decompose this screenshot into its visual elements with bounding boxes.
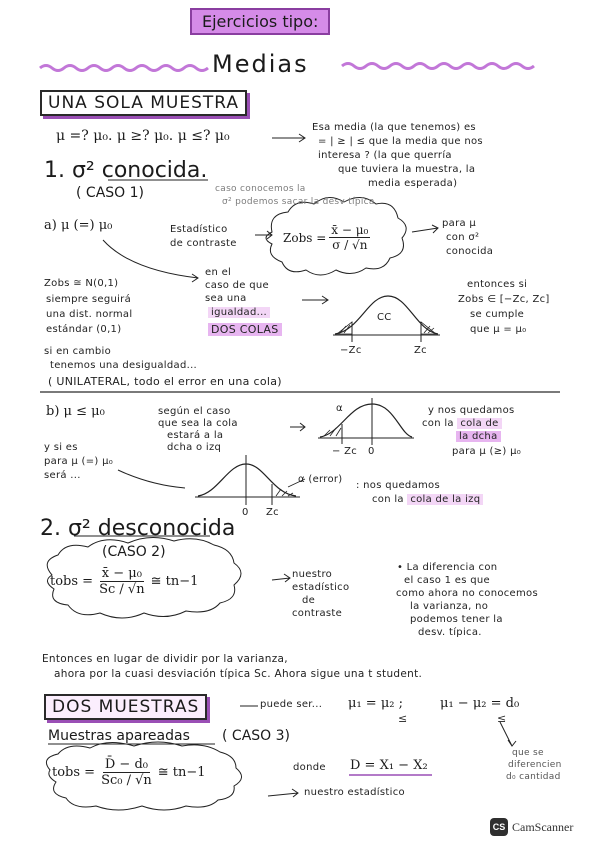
d-definition: D = X₁ − X₂ bbox=[350, 758, 428, 773]
dos-colas-label bbox=[208, 323, 282, 336]
case1-faint-note-line2: σ² podemos sacar la desv típica bbox=[222, 197, 375, 207]
segun-line2: que sea la cola bbox=[158, 418, 238, 429]
nuestro-line2: estadístico bbox=[292, 582, 350, 593]
nos-quedamos-izq-line1: : nos quedamos bbox=[356, 480, 440, 491]
hypothesis-note-line2: = | ≥ | ≤ que la media que nos bbox=[318, 136, 483, 147]
unilateral-note: ( UNILATERAL, todo el error en una cola) bbox=[48, 375, 282, 388]
segun-line3: estará a la bbox=[167, 430, 224, 441]
arrow-para-mu bbox=[412, 225, 438, 233]
arrow-igualdad bbox=[302, 296, 328, 304]
que-se-line1: que se bbox=[512, 748, 544, 758]
nuestro-estadistico-case3: nuestro estadístico bbox=[304, 787, 405, 798]
diferencia-line5: podemos tener la bbox=[410, 614, 503, 625]
que-se-line2: diferencien bbox=[508, 760, 562, 770]
entonces-line1: entonces si bbox=[467, 279, 528, 290]
nos-quedamos-izq-line2 bbox=[372, 494, 483, 505]
cc-label: CC bbox=[377, 312, 392, 323]
tobs-label-case3: tobs = bbox=[52, 765, 96, 780]
zero-label: 0 bbox=[368, 446, 375, 457]
para-mu-line1: para μ bbox=[442, 218, 477, 229]
two-sample-ineq-1: ≤ bbox=[398, 712, 408, 725]
section-title-una-sola-muestra: UNA SOLA MUESTRA bbox=[40, 90, 247, 116]
topic-title: Medias bbox=[212, 50, 309, 78]
entonces-line4: que μ = μ₀ bbox=[470, 324, 527, 335]
hypothesis-note-line5: media esperada) bbox=[368, 178, 458, 189]
nuestro-line4: contraste bbox=[292, 608, 343, 619]
nuestro-line3: de bbox=[302, 595, 316, 606]
two-sample-ineq-2: ≤ bbox=[497, 712, 507, 725]
arrow-segun bbox=[290, 423, 305, 431]
siempre-line3: estándar (0,1) bbox=[46, 324, 122, 335]
para-mu-line2: con σ² bbox=[446, 232, 480, 243]
case2-label: (CASO 2) bbox=[102, 544, 166, 560]
diferencia-line1: • La diferencia con bbox=[397, 562, 498, 573]
alpha-label: α bbox=[336, 403, 343, 414]
diferencia-line2: el caso 1 es que bbox=[404, 575, 490, 586]
entonces-varianza-line2: ahora por la cuasi desviación típica Sc. Ahora sigue una t student. bbox=[54, 668, 423, 680]
case1-estadistico-line2: de contraste bbox=[170, 238, 237, 249]
siempre-line2: una dist. normal bbox=[46, 309, 133, 320]
nuestro-line1: nuestro bbox=[292, 569, 333, 580]
two-sample-relation-1: μ₁ = μ₂ ; bbox=[348, 696, 403, 711]
alpha-error-label: α (error) bbox=[298, 474, 343, 485]
tobs-numerator-case2: x̄ − μ₀ bbox=[101, 566, 142, 581]
arrow-hypothesis bbox=[272, 134, 305, 142]
en-el-caso-line3: sea una bbox=[205, 293, 247, 304]
diferencia-line4: la varianza, no bbox=[410, 601, 489, 612]
hypothesis-note-line1: Esa media (la que tenemos) es bbox=[312, 122, 476, 133]
case1-part-a: a) μ (=) μ₀ bbox=[44, 218, 113, 233]
minus-zc-label: −Zc bbox=[340, 345, 362, 356]
camscanner-logo bbox=[490, 818, 573, 836]
tobs-denominator-case3: Sc₀ / √n bbox=[101, 773, 152, 788]
si-en-cambio-line2: tenemos una desigualdad... bbox=[50, 360, 198, 371]
cola-dcha-line2-wrap bbox=[456, 431, 501, 442]
arrow-nuestro-estadistico bbox=[268, 789, 298, 797]
si-en-cambio-line1: si en cambio bbox=[44, 346, 112, 357]
entonces-line3: se cumple bbox=[470, 309, 525, 320]
tobs-denominator-case2: Sc / √n bbox=[99, 582, 145, 597]
case1-label: ( CASO 1) bbox=[76, 185, 144, 201]
segun-line4: dcha o izq bbox=[167, 442, 222, 453]
que-se-line3: d₀ cantidad bbox=[506, 772, 561, 782]
case2-heading: 2. σ² desconocida bbox=[40, 516, 236, 541]
camscanner-icon: CS bbox=[490, 818, 508, 836]
bell-lefttail bbox=[320, 404, 412, 437]
y-si-es-line1: y si es bbox=[44, 442, 78, 453]
section-title-dos-muestras: DOS MUESTRAS bbox=[44, 694, 207, 720]
nos-quedamos-line2 bbox=[422, 418, 502, 429]
cola-dcha-line2: la dcha bbox=[456, 431, 501, 442]
en-el-caso-line2: caso de que bbox=[205, 280, 269, 291]
diferencia-line6: desv. típica. bbox=[418, 627, 482, 638]
igualdad-text: igualdad... bbox=[208, 307, 270, 318]
tobs-distribution-case2: ≅ tn−1 bbox=[150, 574, 199, 589]
case1-heading: 1. σ² conocida. bbox=[44, 158, 208, 183]
zobs-denominator: σ / √n bbox=[332, 238, 368, 252]
case1-part-b: b) μ ≤ μ₀ bbox=[46, 404, 105, 419]
wavy-line-right bbox=[342, 64, 534, 69]
siempre-line1: siempre seguirá bbox=[46, 294, 132, 305]
entonces-line2: Zobs ∈ [−Zc, Zc] bbox=[458, 294, 550, 305]
two-sample-relation-2: μ₁ − μ₂ = d₀ bbox=[440, 696, 520, 711]
tobs-formula-case2 bbox=[50, 566, 198, 597]
diferencia-line3: como ahora no conocemos bbox=[396, 588, 538, 599]
en-el-caso-line1: en el bbox=[205, 267, 232, 278]
arrow-nuestro bbox=[272, 574, 290, 582]
zc2-label: Zc bbox=[266, 507, 279, 518]
tobs-formula-case3 bbox=[52, 757, 206, 788]
y-si-es-line3: será ... bbox=[44, 470, 81, 481]
zobs-fraction bbox=[329, 223, 370, 252]
hypothesis-note-line3: interesa ? (la que querría bbox=[318, 150, 452, 161]
minus-zc-b-label: − Zc bbox=[332, 446, 358, 457]
donde-label: donde bbox=[293, 762, 326, 773]
zobs-numerator: x̄ − μ₀ bbox=[331, 223, 369, 237]
segun-line1: según el caso bbox=[158, 406, 231, 417]
case1-estadistico-line1: Estadístico bbox=[170, 224, 228, 235]
para-mu-line3: conocida bbox=[446, 246, 494, 257]
tobs-numerator-case3: D̄ − d₀ bbox=[104, 757, 148, 772]
bell-righttail bbox=[198, 464, 296, 496]
zero2-label: 0 bbox=[242, 507, 249, 518]
nos-quedamos-izq-con-la: con la bbox=[372, 494, 404, 505]
wavy-line-left bbox=[40, 66, 208, 71]
tobs-label-case2: tobs = bbox=[50, 574, 94, 589]
dos-colas-text: DOS COLAS bbox=[208, 323, 282, 336]
tobs-fraction-case3 bbox=[99, 757, 154, 788]
tobs-distribution-case3: ≅ tn−1 bbox=[157, 765, 206, 780]
cola-izq-text: cola de la izq bbox=[407, 494, 483, 505]
case3-label: ( CASO 3) bbox=[222, 728, 290, 744]
case3-heading: Muestras apareadas bbox=[48, 728, 190, 744]
hypothesis-relations: μ =? μ₀. μ ≥? μ₀. μ ≤? μ₀ bbox=[56, 128, 230, 144]
tobs-fraction-case2 bbox=[97, 566, 147, 597]
arrow-diferencien bbox=[500, 722, 516, 746]
nos-quedamos-line1: y nos quedamos bbox=[428, 405, 515, 416]
puede-ser-label: puede ser... bbox=[260, 699, 323, 710]
entonces-varianza-line1: Entonces en lugar de dividir por la varianza, bbox=[42, 653, 288, 665]
zobs-label: Zobs = bbox=[283, 230, 327, 245]
arrow-estadistico bbox=[255, 231, 272, 239]
zobs-distribution: Zobs ≅ N(0,1) bbox=[44, 278, 119, 289]
case1-faint-note-line1: caso conocemos la bbox=[215, 184, 306, 194]
y-si-es-line2: para μ (=) μ₀ bbox=[44, 456, 114, 467]
page-title: Ejercicios tipo: bbox=[190, 8, 330, 35]
igualdad-label bbox=[208, 307, 270, 318]
hypothesis-note-line4: que tuviera la muestra, la bbox=[338, 164, 476, 175]
zobs-formula bbox=[283, 223, 370, 252]
para-b-relation: para μ (≥) μ₀ bbox=[452, 446, 522, 457]
zc-label: Zc bbox=[414, 345, 427, 356]
cola-dcha-line1: cola de bbox=[457, 418, 501, 429]
arrow-si-es bbox=[118, 470, 185, 488]
nos-quedamos-con-la: con la bbox=[422, 418, 454, 429]
camscanner-brand: CamScanner bbox=[512, 819, 574, 834]
